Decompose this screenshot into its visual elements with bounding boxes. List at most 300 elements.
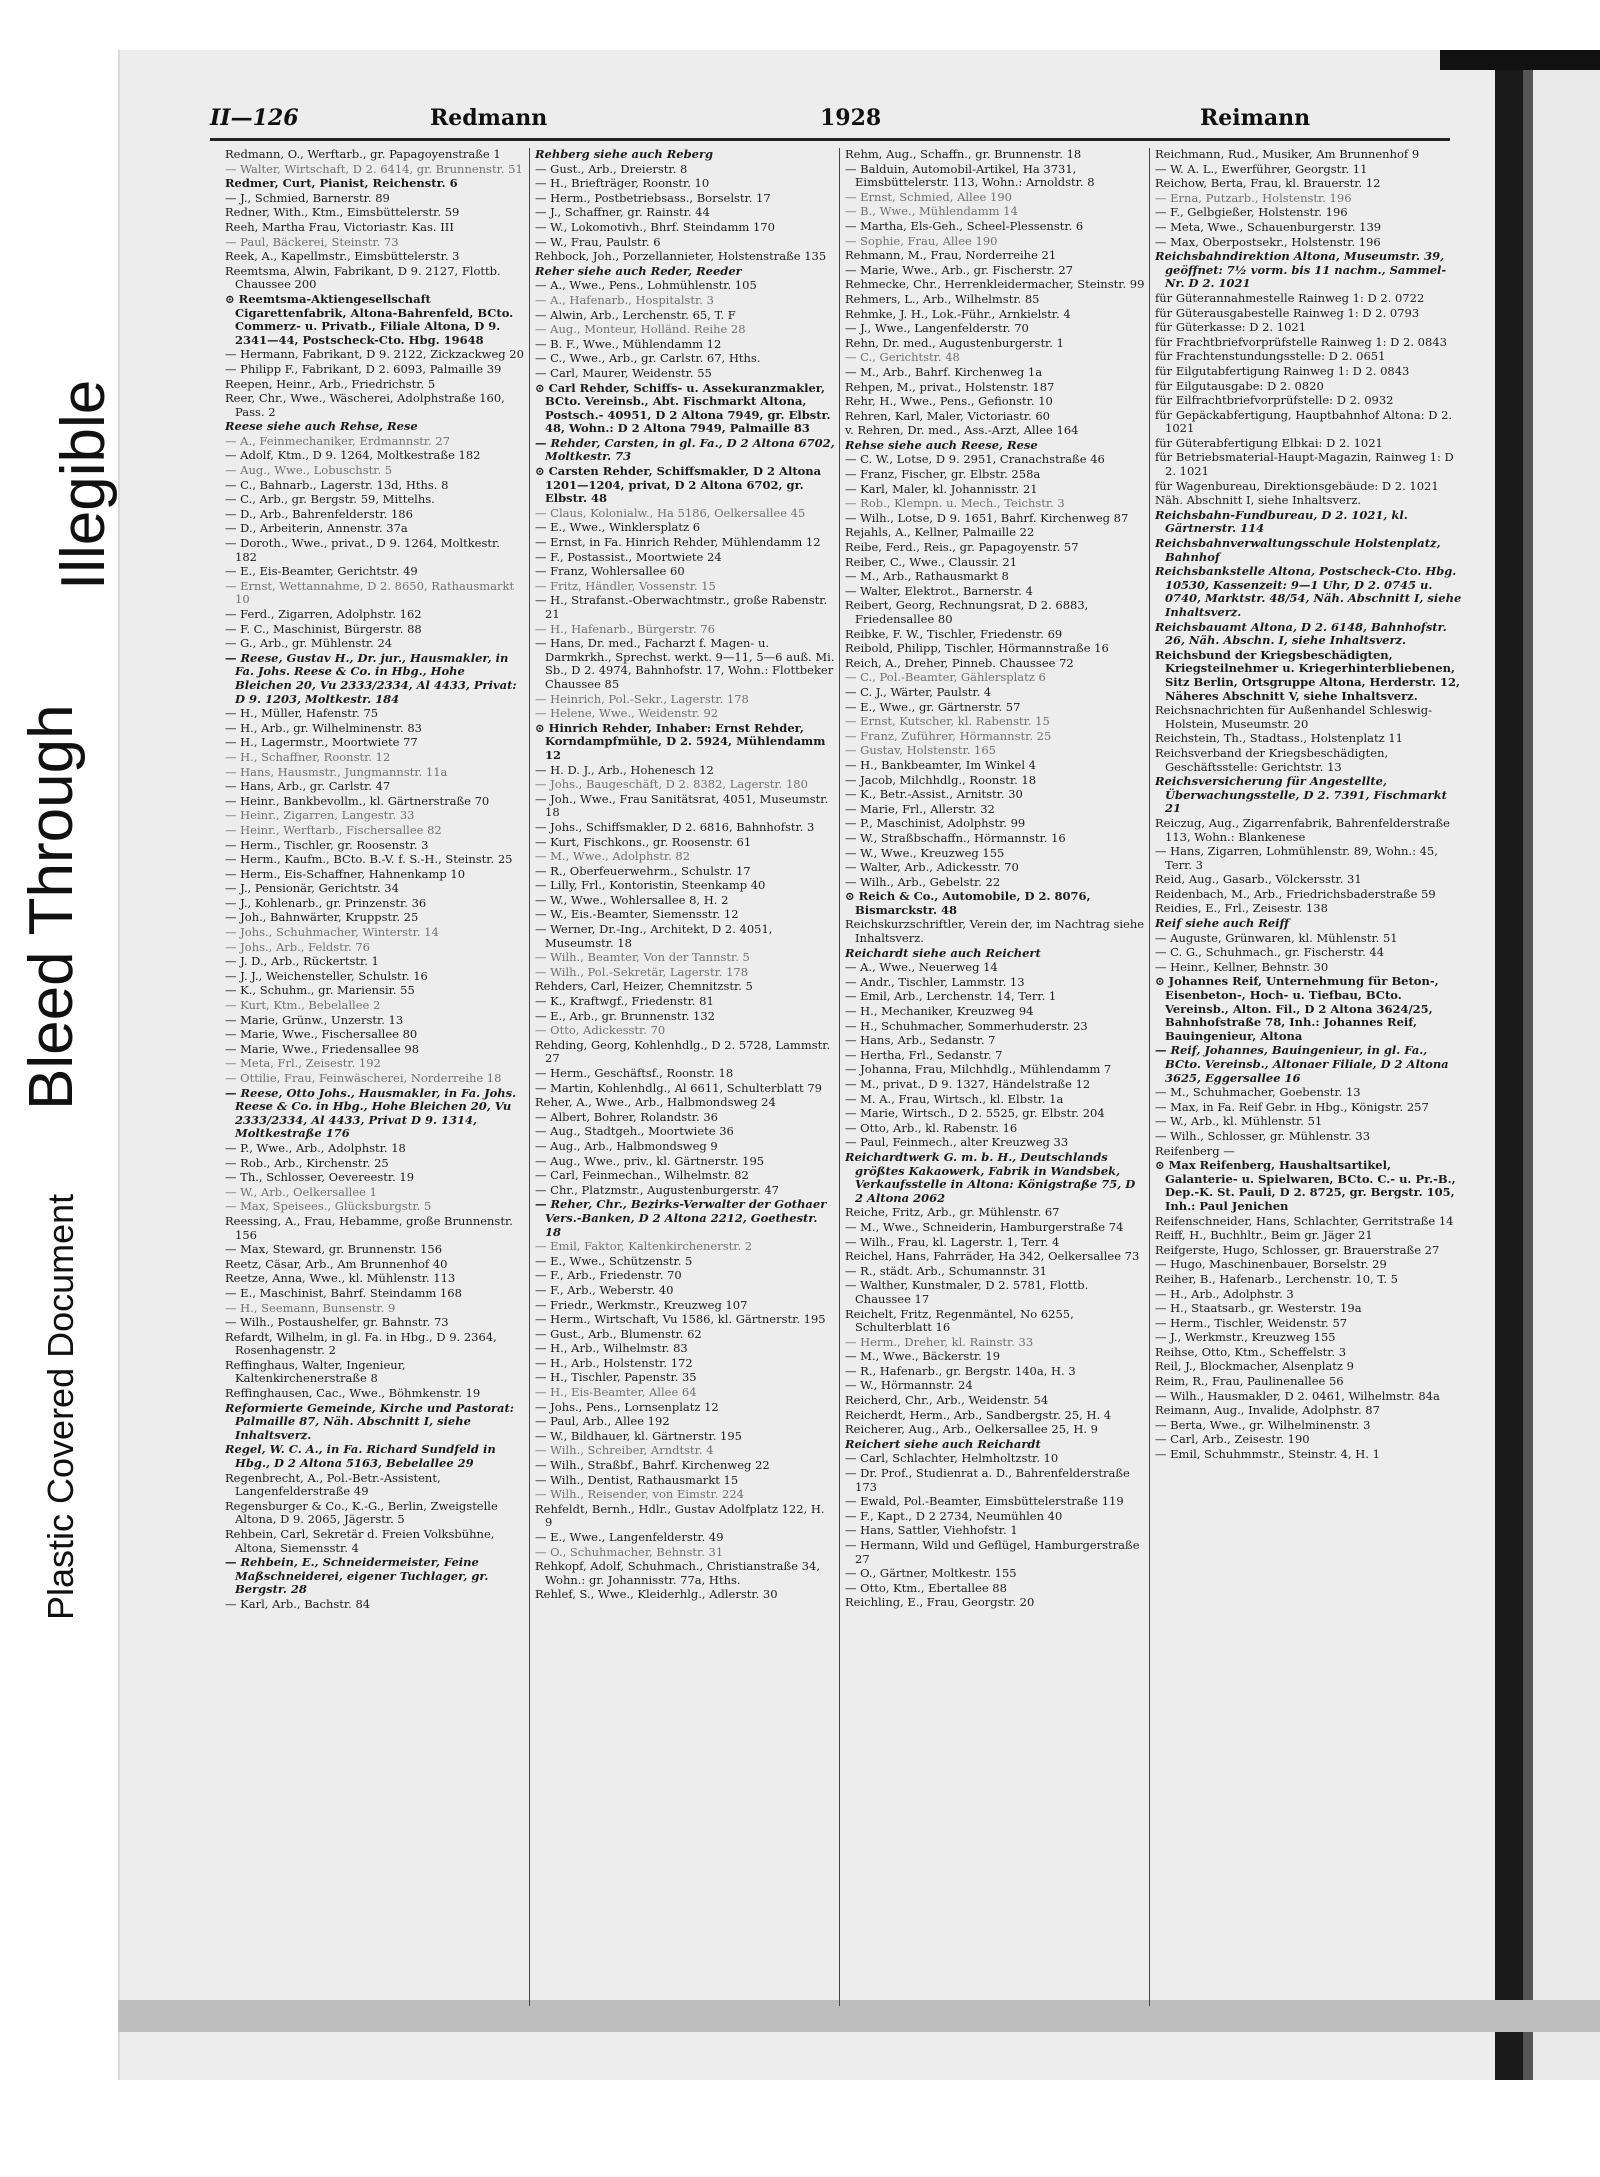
directory-entry: — Franz, Wohlersallee 60	[535, 564, 685, 579]
directory-entry: — Herm., Kaufm., BCto. B.-V. f. S.-H., Steinstr. 25	[225, 852, 513, 867]
directory-entry: — Wilh., Reisender, von Eimstr. 224	[535, 1487, 744, 1502]
directory-entry: — Martin, Kohlenhdlg., Al 6611, Schulterblatt 79	[535, 1080, 822, 1095]
adjacent-page-edge	[1533, 50, 1600, 2080]
directory-entry: — Wilh., Pol.-Sekretär, Lagerstr. 178	[535, 964, 749, 979]
directory-entry: Reetz, Cäsar, Arb., Am Brunnenhof 40	[225, 1256, 448, 1271]
directory-entry: — M. A., Frau, Wirtsch., kl. Elbstr. 1a	[845, 1091, 1064, 1106]
directory-entry: — Otto, Ktm., Ebertallee 88	[845, 1580, 1007, 1595]
directory-entry: Reim, R., Frau, Paulinenallee 56	[1155, 1374, 1344, 1389]
directory-entry: — P., Wwe., Arb., Adolphstr. 18	[225, 1140, 406, 1155]
directory-entry: ⊙ Reich & Co., Automobile, D 2. 8076, Bismarckstr. 48	[845, 889, 1091, 917]
illegible-label: Illegible	[49, 379, 118, 590]
directory-entry: — Max, Steward, gr. Brunnenstr. 156	[225, 1242, 443, 1257]
directory-entry: — Heinr., Kellner, Behnstr. 30	[1155, 959, 1329, 974]
directory-entry: — Jacob, Milchhdlg., Roonstr. 18	[845, 772, 1037, 787]
directory-entry: — A., Feinmechaniker, Erdmannstr. 27	[225, 433, 451, 448]
directory-entry: Reher, A., Wwe., Arb., Halbmondsweg 24	[535, 1095, 776, 1110]
directory-entry: — Wilh., Beamter, Von der Tannstr. 5	[535, 950, 750, 965]
directory-entry: Reichskurzschriftler, Verein der, im Nachtrag siehe Inhaltsverz.	[845, 917, 1145, 946]
directory-entry: — Wilh., Dentist, Rathausmarkt 15	[535, 1472, 739, 1487]
directory-entry: Reibert, Georg, Rechnungsrat, D 2. 6883, Friedensallee 80	[845, 598, 1089, 626]
directory-entry: — Otto, Adickesstr. 70	[535, 1023, 666, 1038]
directory-entry: — Herm., Tischler, gr. Roosenstr. 3	[225, 837, 429, 852]
directory-entry: — Walter, Arb., Adickesstr. 70	[845, 860, 1019, 875]
directory-entry: — W., Lokomotivh., Bhrf. Steindamm 170	[535, 219, 775, 234]
directory-column	[535, 148, 835, 2006]
directory-entry: — M., Wwe., Adolphstr. 82	[535, 849, 691, 864]
directory-entry: — Hans, Sattler, Viehhofstr. 1	[845, 1523, 1018, 1538]
directory-entry: — J. D., Arb., Rückertstr. 1	[225, 954, 379, 969]
directory-entry: — H., Müller, Hafenstr. 75	[225, 706, 379, 721]
directory-entry: — Walther, Kunstmaler, D 2. 5781, Flottb. Chaussee 17	[845, 1278, 1089, 1306]
directory-entry: Reher siehe auch Reder, Reeder	[535, 263, 742, 278]
directory-entry: — Philipp F., Fabrikant, D 2. 6093, Palmaille 39	[225, 361, 502, 376]
directory-entry: Reemtsma, Alwin, Fabrikant, D 9. 2127, Flottb. Chaussee 200	[225, 263, 501, 292]
directory-entry: Rehders, Carl, Heizer, Chemnitzstr. 5	[535, 979, 753, 994]
directory-entry: — Heinr., Bankbevollm., kl. Gärtnerstraße 70	[225, 793, 490, 808]
directory-entry: — Friedr., Werkmstr., Kreuzweg 107	[535, 1297, 748, 1312]
directory-entry: — Reese, Otto Johs., Hausmakler, in Fa. Johs. Reese & Co. in Hbg., Hohe Bleichen 20, Vu 2333/2334, Al 4433, Privat D 9. 1314, Moltkestraße 176	[225, 1085, 517, 1141]
directory-entry: v. Rehren, Dr. med., Ass.-Arzt, Allee 164	[845, 423, 1079, 438]
directory-entry: — Hans, Zigarren, Lohmühlenstr. 89, Wohn.: 45, Terr. 3	[1155, 844, 1438, 872]
directory-entry: Reicherd, Chr., Arb., Weidenstr. 54	[845, 1393, 1049, 1408]
directory-entry: Reer, Chr., Wwe., Wäscherei, Adolphstraße 160, Pass. 2	[225, 391, 505, 419]
directory-entry: — H., Arb., Holstenstr. 172	[535, 1355, 693, 1370]
binding-shadow	[1495, 50, 1523, 2080]
directory-entry: — Wilh., Arb., Gebelstr. 22	[845, 874, 1001, 889]
directory-entry: — Wilh., Postaushelfer, gr. Bahnstr. 73	[225, 1315, 449, 1330]
page-header	[210, 105, 1455, 135]
directory-entry: — H., Hafenarb., Bürgerstr. 76	[535, 621, 715, 636]
directory-entry: — Franz, Fischer, gr. Elbstr. 258a	[845, 467, 1041, 482]
directory-entry: Rehmke, J. H., Lok.-Führ., Arnkielstr. 4	[845, 306, 1071, 321]
directory-entry: — C., Arb., gr. Bergstr. 59, Mittelhs.	[225, 492, 435, 507]
directory-entry: — B. F., Wwe., Mühlendamm 12	[535, 336, 722, 351]
directory-entry: — H., Staatsarb., gr. Westerstr. 19a	[1155, 1301, 1362, 1316]
directory-entry: Reiff, H., Buchhltr., Beim gr. Jäger 21	[1155, 1228, 1373, 1243]
directory-entry: Reichelt, Fritz, Regenmäntel, No 6255, Schulterblatt 16	[845, 1306, 1074, 1335]
directory-entry: — J., Schmied, Barnerstr. 89	[225, 190, 390, 205]
directory-entry: — Marie, Grünw., Unzerstr. 13	[225, 1012, 404, 1027]
directory-entry: — Marie, Wirtsch., D 2. 5525, gr. Elbstr. 204	[845, 1106, 1105, 1121]
directory-entry: — A., Wwe., Pens., Lohmühlenstr. 105	[535, 278, 757, 293]
directory-entry: Reek, A., Kapellmstr., Eimsbüttelerstr. 3	[225, 249, 460, 264]
directory-entry: — K., Betr.-Assist., Arnitstr. 30	[845, 787, 1023, 802]
directory-entry: — W., Wwe., Wohlersallee 8, H. 2	[535, 892, 729, 907]
directory-entry: Reiher, B., Hafenarb., Lerchenstr. 10, T. 5	[1155, 1271, 1398, 1286]
directory-entry: — Ernst, Wettannahme, D 2. 8650, Rathausmarkt 10	[225, 578, 515, 607]
directory-entry: — Chr., Platzmstr., Augustenburgerstr. 47	[535, 1182, 779, 1197]
directory-entry: Reichert siehe auch Reichardt	[845, 1436, 1041, 1451]
directory-entry: — E., Wwe., Winklersplatz 6	[535, 520, 701, 535]
directory-entry: Regenbrecht, A., Pol.-Betr.-Assistent, Langenfelderstraße 49	[225, 1470, 441, 1499]
directory-entry: — Sophie, Frau, Allee 190	[845, 233, 998, 248]
directory-entry: für Wagenbureau, Direktionsgebäude: D 2. 1021	[1155, 478, 1439, 493]
directory-entry: — M., privat., D 9. 1327, Händelstraße 12	[845, 1077, 1091, 1091]
directory-entry: — H., Arb., gr. Wilhelminenstr. 83	[225, 720, 422, 735]
directory-entry: — K., Schuhm., gr. Mariensir. 55	[225, 983, 415, 998]
directory-entry: — E., Wwe., Langenfelderstr. 49	[535, 1530, 724, 1544]
directory-entry: — Marie, Wwe., Fischersallee 80	[225, 1027, 418, 1042]
directory-entry: — Paul, Bäckerei, Steinstr. 73	[225, 234, 399, 249]
directory-entry: — W., Straßbschaffn., Hörmannstr. 16	[845, 830, 1066, 845]
directory-entry: — Ewald, Pol.-Beamter, Eimsbüttelerstraße 119	[845, 1494, 1124, 1509]
directory-entry: für Güterausgabestelle Rainweg 1: D 2. 0793	[1155, 305, 1420, 320]
directory-entry: Reichsbahndirektion Altona, Museumstr. 39, geöffnet: 7½ vorm. bis 11 nachm., Sammel-Nr. D 2. 1021	[1155, 249, 1447, 291]
directory-entry: Reichardtwerk G. m. b. H., Deutschlands größtes Kakaowerk, Fabrik in Wandsbek, Verkaufsstelle in Altona: Königstraße 75, D 2 Altona 2062	[845, 1149, 1136, 1205]
column-rule	[1149, 148, 1150, 2006]
directory-entry: — Doroth., Wwe., privat., D 9. 1264, Moltkestr. 182	[225, 536, 500, 564]
directory-entry: — Aug., Wwe., priv., kl. Gärtnerstr. 195	[535, 1153, 765, 1168]
directory-entry: Rehmann, M., Frau, Norderreihe 21	[845, 248, 1057, 263]
directory-entry: Rehpen, M., privat., Holstenstr. 187	[845, 379, 1055, 394]
directory-entry: — Meta, Wwe., Schauenburgerstr. 139	[1155, 219, 1382, 234]
directory-entry: — Adolf, Ktm., D 9. 1264, Moltkestraße 182	[225, 448, 481, 463]
directory-entry: — B., Wwe., Mühlendamm 14	[845, 204, 1018, 219]
directory-entry: Reil, J., Blockmacher, Alsenplatz 9	[1155, 1359, 1354, 1374]
header-last-entry: Reimann	[1200, 105, 1311, 131]
directory-entry: — F. C., Maschinist, Bürgerstr. 88	[225, 621, 422, 636]
directory-entry: — C. W., Lotse, D 9. 2951, Cranachstraße 46	[845, 452, 1105, 467]
directory-entry: Reichling, E., Frau, Georgstr. 20	[845, 1595, 1035, 1610]
directory-column	[1155, 148, 1465, 2006]
directory-entry: Reich, A., Dreher, Pinneb. Chaussee 72	[845, 655, 1074, 670]
directory-entry: — Heinr., Zigarren, Langestr. 33	[225, 808, 415, 823]
directory-entry: — H., Lagermstr., Moortwiete 77	[225, 735, 418, 750]
directory-entry: Regensburger & Co., K.-G., Berlin, Zweigstelle Altona, D 9. 2065, Jägerstr. 5	[225, 1498, 498, 1527]
directory-entry: ⊙ Carl Rehder, Schiffs- u. Assekuranzmakler, BCto. Vereinsb., Abt. Fischmarkt Altona, Postsch.- 40951, D 2 Altona 7949, gr. Elbstr. 48, Wohn.: D 2 Altona 7949, Palmaille 83	[535, 380, 831, 436]
directory-column	[845, 148, 1145, 2006]
directory-entry: für Frachtenstundungsstelle: D 2. 0651	[1155, 349, 1386, 364]
directory-entry: — M., Wwe., Schneiderin, Hamburgerstraße 74	[845, 1219, 1124, 1234]
directory-entry: Refardt, Wilhelm, in gl. Fa. in Hbg., D 9. 2364, Rosenhagenstr. 2	[225, 1329, 497, 1358]
directory-entry: — Rob., Klempn. u. Mech., Teichstr. 3	[845, 496, 1065, 511]
directory-entry: — C., Bahnarb., Lagerstr. 13d, Hths. 8	[225, 477, 449, 492]
directory-entry: für Frachtbriefvorprüfstelle Rainweg 1: D 2. 0843	[1155, 334, 1447, 349]
directory-entry: — Aug., Stadtgeh., Moortwiete 36	[535, 1124, 734, 1139]
directory-entry: — Aug., Arb., Halbmondsweg 9	[535, 1138, 718, 1153]
directory-entry: — F., Gelbgießer, Holstenstr. 196	[1155, 205, 1348, 220]
directory-entry: Rehn, Dr. med., Augustenburgerstr. 1	[845, 335, 1064, 350]
directory-entry: — Herm., Tischler, Weidenstr. 57	[1155, 1315, 1348, 1330]
directory-entry: Reepen, Heinr., Arb., Friedrichstr. 5	[225, 376, 436, 391]
directory-entry: — J., Pensionär, Gerichtstr. 34	[225, 881, 399, 896]
directory-entry: Reiber, C., Wwe., Claussir. 21	[845, 554, 1018, 569]
header-year: 1928	[820, 105, 882, 131]
directory-entry: — Helene, Wwe., Weidenstr. 92	[535, 706, 719, 721]
directory-entry: Reichsbankstelle Altona, Postscheck-Cto. Hbg. 10530, Kassenzeit: 9—1 Uhr, D 2. 0745 u. 0740, Marktstr. 48/54, Näh. Abschnitt I, siehe Inhaltsverz.	[1155, 564, 1462, 619]
directory-entry: — Carl, Arb., Zeisestr. 190	[1155, 1432, 1310, 1447]
directory-entry: — Ernst, in Fa. Hinrich Rehder, Mühlendamm 12	[535, 535, 821, 550]
directory-entry: — Aug., Wwe., Lobuschstr. 5	[225, 463, 393, 478]
directory-entry: Rehlef, S., Wwe., Kleiderhlg., Adlerstr. 30	[535, 1587, 778, 1602]
directory-entry: — Herm., Geschäftsf., Roonstr. 18	[535, 1066, 734, 1080]
directory-entry: ⊙ Max Reifenberg, Haushaltsartikel, Galanterie- u. Spielwaren, BCto. C.- u. Pr.-B., Dep.-K. St. Pauli, D 2. 8725, gr. Bergstr. 105, Inh.: Paul Jenichen	[1155, 1158, 1456, 1213]
directory-entry: — Johs., Arb., Feldstr. 76	[225, 939, 370, 954]
directory-entry: — W., Arb., Oelkersallee 1	[225, 1184, 377, 1199]
directory-entry: — Wilh., Schreiber, Arndtstr. 4	[535, 1443, 714, 1458]
directory-entry: — Max, Speisees., Glücksburgstr. 5	[225, 1199, 432, 1214]
directory-entry: Rehmers, L., Arb., Wilhelmstr. 85	[845, 291, 1040, 306]
directory-entry: — H., Schuhmacher, Sommerhuderstr. 23	[845, 1018, 1088, 1033]
directory-entry: Redner, With., Ktm., Eimsbüttelerstr. 59	[225, 205, 460, 220]
directory-entry: — C., Wwe., Arb., gr. Carlstr. 67, Hths.	[535, 351, 761, 366]
directory-entry: — W., Eis.-Beamter, Siemensstr. 12	[535, 907, 739, 922]
directory-entry: — Albert, Bohrer, Rolandstr. 36	[535, 1109, 718, 1124]
directory-entry: — Wilh., Lotse, D 9. 1651, Bahrf. Kirchenweg 87	[845, 510, 1129, 525]
directory-entry: Rehbein, Carl, Sekretär d. Freien Volksbühne, Altona, Siemensstr. 4	[225, 1527, 495, 1555]
directory-entry: — Hans, Hausmstr., Jungmannstr. 11a	[225, 764, 448, 779]
directory-entry: — O., Gärtner, Moltkestr. 155	[845, 1566, 1017, 1581]
directory-entry: — Hans, Dr. med., Facharzt f. Magen- u. Darmkrkh., Sprechst. werkt. 9—11, 5—6 auß. Mi. Sb., D 2. 4974, Bahnhofstr. 17, Wohn.: Flottbeker Chaussee 85	[535, 636, 835, 691]
directory-entry: Reichsbauamt Altona, D 2. 6148, Bahnhofstr. 26, Näh. Abschn. I, siehe Inhaltsverz.	[1155, 619, 1447, 648]
directory-entry: Reichsbahnverwaltungsschule Holstenplatz, Bahnhof	[1155, 536, 1441, 564]
directory-entry: Reichow, Berta, Frau, kl. Brauerstr. 12	[1155, 176, 1381, 191]
directory-entry: — Johs., Schuhmacher, Winterstr. 14	[225, 925, 439, 940]
bleed-through-label: Bleed Through	[17, 704, 86, 1110]
directory-entry: — Wilh., Frau, kl. Lagerstr. 1, Terr. 4	[845, 1234, 1060, 1249]
directory-entry: Rehm, Aug., Schaffn., gr. Brunnenstr. 18	[845, 148, 1082, 161]
directory-entry: — Carl, Schlachter, Helmholtzstr. 10	[845, 1451, 1059, 1466]
directory-entry: für Eilgutausgabe: D 2. 0820	[1155, 378, 1324, 393]
directory-entry: Reibold, Philipp, Tischler, Hörmannstraße 16	[845, 641, 1109, 656]
directory-entry: — Hans, Arb., gr. Carlstr. 47	[225, 779, 391, 794]
directory-entry: — Emil, Faktor, Kaltenkirchenerstr. 2	[535, 1239, 753, 1254]
directory-entry: — E., Arb., gr. Brunnenstr. 132	[535, 1008, 715, 1023]
directory-entry: Reichmann, Rud., Musiker, Am Brunnenhof 9	[1155, 148, 1420, 161]
directory-entry: — G., Arb., gr. Mühlenstr. 24	[225, 636, 393, 651]
directory-entry: — Walter, Wirtschaft, D 2. 6414, gr. Brunnenstr. 51	[225, 161, 523, 176]
directory-entry: — J., Schaffner, gr. Rainstr. 44	[535, 205, 710, 220]
directory-entry: — H., Eis-Beamter, Allee 64	[535, 1385, 697, 1400]
directory-entry: — R., Hafenarb., gr. Bergstr. 140a, H. 3	[845, 1363, 1076, 1378]
directory-entry: — Carl, Feinmechan., Wilhelmstr. 82	[535, 1168, 749, 1183]
directory-entry: — Th., Schlosser, Oevereestr. 19	[225, 1170, 415, 1185]
directory-entry: — H., Strafanst.-Oberwachtmstr., große Rabenstr. 21	[535, 593, 828, 621]
directory-entry: Rehkopf, Adolf, Schuhmach., Christianstraße 34, Wohn.: gr. Johannisstr. 77a, Hths.	[535, 1559, 820, 1587]
directory-entry: — H., Arb., Adolphstr. 3	[1155, 1286, 1294, 1301]
directory-entry: — A., Wwe., Neuerweg 14	[845, 960, 998, 975]
directory-entry: Redmer, Curt, Pianist, Reichenstr. 6	[225, 176, 458, 191]
directory-entry: Reicherdt, Herm., Arb., Sandbergstr. 25, H. 4	[845, 1407, 1112, 1422]
directory-entry: Rejahls, A., Kellner, Palmaille 22	[845, 525, 1035, 540]
directory-entry: für Gepäckabfertigung, Hauptbahnhof Altona: D 2. 1021	[1155, 407, 1453, 436]
directory-entry: Reiczug, Aug., Zigarrenfabrik, Bahrenfelderstraße 113, Wohn.: Blankenese	[1155, 815, 1450, 844]
directory-entry: Reichsverband der Kriegsbeschädigten, Geschäftsstelle: Gerichtstr. 13	[1155, 745, 1389, 774]
directory-entry: — Dr. Prof., Studienrat a. D., Bahrenfelderstraße 173	[845, 1466, 1130, 1494]
directory-entry: — Otto, Arb., kl. Rabenstr. 16	[845, 1120, 1018, 1135]
directory-entry: — H. D. J., Arb., Hohenesch 12	[535, 762, 714, 777]
directory-entry: — Joh., Wwe., Frau Sanitätsrat, 4051, Museumstr. 18	[535, 791, 829, 820]
directory-entry: — Herm., Postbetriebsass., Borselstr. 17	[535, 190, 771, 205]
directory-entry: — Gust., Arb., Dreierstr. 8	[535, 161, 688, 176]
directory-entry: — W., Wwe., Kreuzweg 155	[845, 845, 1005, 860]
directory-entry: — Wilh., Straßbf., Bahrf. Kirchenweg 22	[535, 1458, 770, 1473]
directory-entry: — W., Hörmannstr. 24	[845, 1378, 973, 1393]
directory-entry: — Ernst, Schmied, Allee 190	[845, 189, 1012, 204]
directory-entry: — Gustav, Holstenstr. 165	[845, 743, 996, 758]
directory-entry: — Rehder, Carsten, in gl. Fa., D 2 Altona 6702, Moltkestr. 73	[535, 435, 835, 464]
binding-edge	[1523, 50, 1533, 2080]
directory-entry: — Wilh., Schlosser, gr. Mühlenstr. 33	[1155, 1128, 1371, 1143]
directory-entry: — Paul, Arb., Allee 192	[535, 1414, 670, 1429]
directory-entry: Reihse, Otto, Ktm., Scheffelstr. 3	[1155, 1344, 1347, 1359]
directory-entry: — Hermann, Wild und Geflügel, Hamburgerstraße 27	[845, 1538, 1140, 1566]
directory-entry: — Reher, Chr., Bezirks-Verwalter der Gothaer Vers.-Banken, D 2 Altona 2212, Goethestr. 18	[535, 1197, 827, 1239]
directory-entry: — Emil, Arb., Lerchenstr. 14, Terr. 1	[845, 989, 1057, 1004]
directory-entry: — Emil, Schuhmmstr., Steinstr. 4, H. 1	[1155, 1447, 1380, 1462]
directory-entry: — Kurt, Fischkons., gr. Roosenstr. 61	[535, 834, 752, 849]
directory-entry: — D., Arb., Bahrenfelderstr. 186	[225, 506, 413, 521]
directory-entry: ⊙ Hinrich Rehder, Inhaber: Ernst Rehder, Korndampfmühle, D 2. 5924, Mühlendamm 12	[535, 720, 826, 762]
directory-entry: — Karl, Maler, kl. Johannisstr. 21	[845, 481, 1038, 496]
directory-entry: — Johanna, Frau, Milchhdlg., Mühlendamm 7	[845, 1062, 1112, 1077]
directory-entry: Reichstein, Th., Stadtass., Holstenplatz 11	[1155, 731, 1403, 746]
plastic-covered-label: Plastic Covered Document	[40, 1193, 81, 1620]
directory-entry: ⊙ Johannes Reif, Unternehmung für Beton-, Eisenbeton-, Hoch- u. Tiefbau, BCto. Vereinsb., Alton. Fil., D 2 Altona 3624/25, Bahnhofstraße 78, Inh.: Johannes Reif, Bauingenieur, Altona	[1155, 974, 1439, 1043]
directory-entry: Reibke, F. W., Tischler, Friedenstr. 69	[845, 626, 1063, 641]
directory-entry: — P., Maschinist, Adolphstr. 99	[845, 816, 1026, 831]
directory-entry: Reffinghausen, Cac., Wwe., Böhmkenstr. 19	[225, 1386, 481, 1401]
directory-entry: Rehberg siehe auch Reberg	[535, 148, 714, 161]
directory-entry: — Franz, Zuführer, Hörmannstr. 25	[845, 728, 1052, 743]
directory-entry: — Marie, Wwe., Arb., gr. Fischerstr. 27	[845, 262, 1073, 277]
directory-entry: — Balduin, Automobil-Artikel, Ha 3731, Eimsbüttelerstr. 113, Wohn.: Arnoldstr. 8	[845, 161, 1095, 190]
directory-entry: für Güterabfertigung Elbkai: D 2. 1021	[1155, 435, 1383, 450]
directory-entry: — Johs., Baugeschäft, D 2. 8382, Lagerstr. 180	[535, 777, 808, 792]
directory-entry: — M., Wwe., Bäckerstr. 19	[845, 1349, 1001, 1364]
directory-entry: — E., Eis-Beamter, Gerichtstr. 49	[225, 564, 418, 579]
directory-column	[225, 148, 525, 2006]
directory-entry: Reif siehe auch Reiff	[1155, 916, 1289, 931]
directory-entry: Reichsbund der Kriegsbeschädigten, Kriegsteilnehmer u. Kriegerhinterbliebenen, Sitz Berlin, Ortsgruppe Altona, Herderstr. 12, Näheres Abschnitt V, siehe Inhaltsverz.	[1155, 647, 1461, 703]
directory-entry: Rehmecke, Chr., Herrenkleidermacher, Steinstr. 99	[845, 277, 1145, 292]
directory-entry: — C., Pol.-Beamter, Gählersplatz 6	[845, 670, 1046, 685]
directory-entry: für Betriebsmaterial-Haupt-Magazin, Rainweg 1: D 2. 1021	[1155, 450, 1454, 479]
directory-entry: — Ernst, Kutscher, kl. Rabenstr. 15	[845, 714, 1050, 729]
directory-entry: — Hermann, Fabrikant, D 9. 2122, Zickzackweg 20	[225, 347, 524, 362]
directory-entry: — Max, in Fa. Reif Gebr. in Hbg., Königstr. 257	[1155, 1099, 1429, 1114]
directory-entry: Reetze, Anna, Wwe., kl. Mühlenstr. 113	[225, 1271, 456, 1286]
directory-entry: — Rehbein, E., Schneidermeister, Feine Maßschneiderei, eigener Tuchlager, gr. Bergstr. 28	[225, 1555, 489, 1597]
directory-entry: Redmann, O., Werftarb., gr. Papagoyenstraße 1	[225, 148, 501, 161]
directory-entry: Reimann, Aug., Invalide, Adolphstr. 87	[1155, 1403, 1380, 1418]
directory-entry: — Herm., Wirtschaft, Vu 1586, kl. Gärtnerstr. 195	[535, 1312, 826, 1327]
directory-entry: — Aug., Monteur, Holländ. Reihe 28	[535, 322, 746, 337]
directory-entry: — W. A. L., Ewerführer, Georgstr. 11	[1155, 161, 1368, 176]
directory-entry: — H., Arb., Wilhelmstr. 83	[535, 1341, 688, 1356]
directory-entry: — C. G., Schuhmach., gr. Fischerstr. 44	[1155, 945, 1385, 960]
directory-entry: — J. J., Weichensteller, Schulstr. 16	[225, 968, 428, 983]
directory-entry: — Marie, Frl., Allerstr. 32	[845, 801, 995, 816]
directory-entry: Reffinghaus, Walter, Ingenieur, Kaltenkirchenerstraße 8	[225, 1357, 406, 1386]
page-number: II—126	[210, 105, 299, 131]
directory-entry: — H., Mechaniker, Kreuzweg 94	[845, 1004, 1034, 1019]
directory-entry: — Ottilie, Frau, Feinwäscherei, Norderreihe 18	[225, 1071, 502, 1085]
directory-entry: Reifenberg —	[1155, 1143, 1235, 1158]
scan-border	[1440, 50, 1600, 70]
directory-entry: Rehbock, Joh., Porzellannieter, Holstenstraße 135	[535, 249, 827, 264]
directory-entry: — Claus, Kolonialw., Ha 5186, Oelkersallee 45	[535, 505, 806, 520]
directory-entry: — Carl, Maurer, Weidenstr. 55	[535, 365, 712, 380]
directory-entry: ⊙ Carsten Rehder, Schiffsmakler, D 2 Altona 1201—1204, privat, D 2 Altona 6702, gr. Elbstr. 48	[535, 464, 822, 506]
directory-entry: für Eilfrachtbriefvorprüfstelle: D 2. 0932	[1155, 393, 1394, 408]
directory-entry: — J., Wwe., Langenfelderstr. 70	[845, 321, 1029, 336]
directory-entry: — W., Arb., kl. Mühlenstr. 51	[1155, 1114, 1323, 1129]
directory-entry: — H., Tischler, Papenstr. 35	[535, 1370, 697, 1385]
directory-entry: Rehren, Karl, Maler, Victoriastr. 60	[845, 408, 1050, 423]
directory-entry: — Gust., Arb., Blumenstr. 62	[535, 1326, 702, 1341]
directory-entry: — Heinrich, Pol.-Sekr., Lagerstr. 178	[535, 691, 749, 706]
directory-entry: — Meta, Frl., Zeisestr. 192	[225, 1056, 381, 1071]
directory-entry: — H., Schaffner, Roonstr. 12	[225, 749, 391, 764]
directory-entry: — Alwin, Arb., Lerchenstr. 65, T. F	[535, 307, 736, 322]
directory-entry: Reichardt siehe auch Reichert	[845, 945, 1041, 960]
directory-entry: — M., Arb., Rathausmarkt 8	[845, 569, 1009, 584]
directory-entry: Reifgerste, Hugo, Schlosser, gr. Brauerstraße 27	[1155, 1242, 1440, 1257]
directory-entry: Reiche, Fritz, Arb., gr. Mühlenstr. 67	[845, 1205, 1060, 1220]
directory-entry: — Rob., Arb., Kirchenstr. 25	[225, 1155, 389, 1170]
directory-entry: — F., Arb., Friedenstr. 70	[535, 1268, 682, 1283]
header-first-entry: Redmann	[430, 105, 548, 131]
directory-entry: — F., Postassist., Moortwiete 24	[535, 549, 722, 564]
directory-entry: Rehding, Georg, Kohlenhdlg., D 2. 5728, Lammstr. 27	[535, 1037, 831, 1066]
directory-entry: — W., Bildhauer, kl. Gärtnerstr. 195	[535, 1428, 742, 1443]
directory-entry: — Hugo, Maschinenbauer, Borselstr. 29	[1155, 1257, 1387, 1272]
directory-entry: — Auguste, Grünwaren, kl. Mühlenstr. 51	[1155, 930, 1398, 945]
directory-entry: Rehse siehe auch Reese, Rese	[845, 437, 1038, 452]
directory-entry: — W., Frau, Paulstr. 6	[535, 234, 661, 249]
directory-entry: Reeh, Martha Frau, Victoriastr. Kas. III	[225, 219, 454, 234]
directory-entry: — Werner, Dr.-Ing., Architekt, D 2. 4051, Museumstr. 18	[535, 922, 773, 950]
directory-entry: Reichsversicherung für Angestellte, Überwachungsstelle, D 2. 7391, Fischmarkt 21	[1155, 774, 1447, 816]
directory-entry: — F., Arb., Weberstr. 40	[535, 1282, 674, 1297]
directory-entry: — M., Schuhmacher, Goebenstr. 13	[1155, 1085, 1361, 1100]
directory-columns	[225, 148, 1470, 2006]
directory-entry: — Martha, Els-Geh., Scheel-Plessenstr. 6	[845, 218, 1084, 233]
directory-entry: Reichsbahn-Fundbureau, D 2. 1021, kl. Gärtnerstr. 114	[1155, 507, 1408, 536]
directory-entry: — H., Seemann, Bunsenstr. 9	[225, 1300, 396, 1315]
directory-entry: für Eilgutabfertigung Rainweg 1: D 2. 0843	[1155, 363, 1410, 378]
directory-entry: Rehfeldt, Bernh., Hdlr., Gustav Adolfplatz 122, H. 9	[535, 1501, 825, 1530]
directory-entry: — Paul, Feinmech., alter Kreuzweg 33	[845, 1135, 1069, 1150]
directory-entry: — R., Oberfeuerwehrm., Schulstr. 17	[535, 863, 751, 878]
directory-entry: — Herm., Eis-Schaffner, Hahnenkamp 10	[225, 866, 466, 881]
column-rule	[529, 148, 530, 2006]
directory-entry: — Andr., Tischler, Lammstr. 13	[845, 974, 1025, 989]
directory-entry: — Joh., Bahnwärter, Kruppstr. 25	[225, 910, 419, 925]
directory-entry: Reichel, Hans, Fahrräder, Ha 342, Oelkersallee 73	[845, 1249, 1140, 1264]
directory-entry: für Güterannahmestelle Rainweg 1: D 2. 0722	[1155, 290, 1425, 305]
directory-entry: — Berta, Wwe., gr. Wilhelminenstr. 3	[1155, 1417, 1371, 1432]
directory-entry: Reessing, A., Frau, Hebamme, große Brunnenstr. 156	[225, 1213, 513, 1242]
directory-entry: Regel, W. C. A., in Fa. Richard Sundfeld in Hbg., D 2 Altona 5163, Bebelallee 29	[225, 1442, 496, 1471]
directory-entry: — Wilh., Hausmakler, D 2. 0461, Wilhelmstr. 84a	[1155, 1388, 1440, 1403]
directory-entry: Näh. Abschnitt I, siehe Inhaltsverz.	[1155, 493, 1362, 508]
directory-entry: Reidenbach, M., Arb., Friedrichsbaderstraße 59	[1155, 886, 1436, 901]
directory-entry: — Max, Oberpostsekr., Holstenstr. 196	[1155, 234, 1381, 249]
directory-entry: — Kurt, Ktm., Bebelallee 2	[225, 998, 381, 1013]
directory-entry: — D., Arbeiterin, Annenstr. 37a	[225, 521, 408, 536]
directory-entry: Reformierte Gemeinde, Kirche und Pastorat: Palmaille 87, Näh. Abschnitt I, siehe Inhaltsverz.	[225, 1400, 514, 1442]
column-rule	[839, 148, 840, 2006]
directory-entry: — K., Kraftwgf., Friedenstr. 81	[535, 994, 714, 1009]
directory-entry: — Lilly, Frl., Kontoristin, Steenkamp 40	[535, 878, 766, 893]
directory-entry: Reifenschneider, Hans, Schlachter, Gerritstraße 14	[1155, 1213, 1454, 1228]
directory-entry: — E., Wwe., Schützenstr. 5	[535, 1253, 693, 1268]
directory-entry: ⊙ Reemtsma-Aktiengesellschaft Cigarettenfabrik, Altona-Bahrenfeld, BCto. Commerz- u. Privatb., Filiale Altona, D 9. 2341—44, Postscheck-Cto. Hbg. 19648	[225, 291, 514, 347]
directory-entry: — Ferd., Zigarren, Adolphstr. 162	[225, 607, 422, 621]
